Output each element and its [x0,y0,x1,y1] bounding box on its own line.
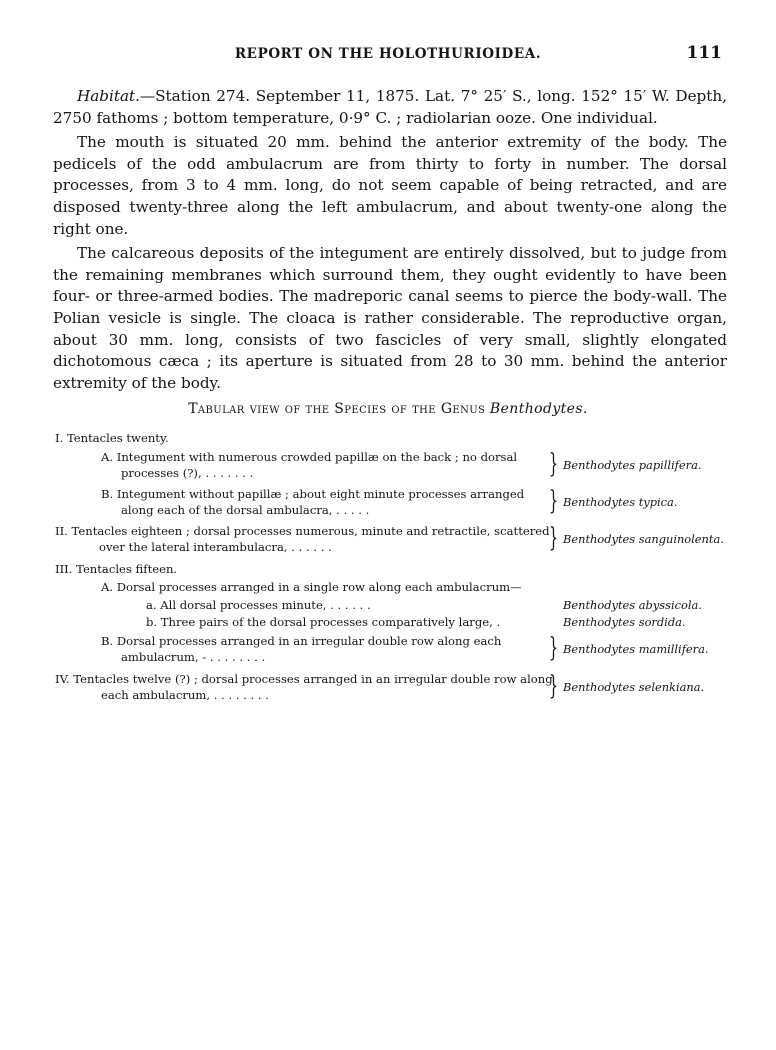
leader-dots: . . . . . . . [217,688,269,702]
habitat-text-line2: Depth, 2750 fathoms ; bottom temperature, 0·9° C. ; radiolarian ooze. One individual. [53,87,727,127]
brace: } [549,449,559,479]
species-abyssicola: Benthodytes abyssicola. [563,598,702,612]
species-mamillifera: Benthodytes mamillifera. [563,642,709,656]
entry-I-B-desc [101,486,551,518]
entry-I-A-line2: processes (?), [121,466,202,480]
habitat-text-line1: —Station 274. September 11, 1875. Lat. 7° 25′ S., long. 152° 15′ W. [139,87,670,105]
leader-dots: . . . . . . [287,540,332,554]
entry-IV-line2: each ambulacrum, . [101,688,218,702]
page-number: 111 [686,43,722,63]
entry-II-line1: II. Tentacles eighteen ; dorsal processes numerous, minute and retractile, scattered [55,524,550,538]
entry-I-A-line1: A. Integument with numerous crowded papillæ on the back ; no dorsal [101,450,518,464]
group-III-heading: III. Tentacles fifteen. [55,562,178,576]
species-papillifera: Benthodytes papillifera. [563,458,702,472]
entry-I-B-line1: B. Integument without papillæ ; about eight minute processes arranged [101,487,525,501]
table-title-genus: Benthodytes. [489,401,588,417]
habitat-paragraph [53,86,727,129]
habitat-label: Habitat. [77,87,140,105]
entry-III-A-a: a. All dorsal processes minute, [146,598,327,612]
entry-I-A-desc [101,449,551,481]
entry-III-B-line1: B. Dorsal processes arranged in an irregular double row along each [101,634,502,648]
leader-dots: . . . . . . . . [206,650,266,664]
table-title [0,401,776,417]
brace: } [549,486,559,516]
entry-I-B-line2: along each of the dorsal ambulacra, [121,503,333,517]
entry-III-A: A. Dorsal processes arranged in a single row along each ambulacrum— [101,580,522,594]
leader-dots: . . . . . . . [201,466,254,480]
header-title: REPORT ON THE HOLOTHURIOIDEA. [234,46,542,62]
brace: } [549,671,559,701]
entry-III-B-desc [101,633,551,665]
body-text [53,86,727,394]
table-title-prefix: Tabular view of the Species of the Genus [188,401,486,417]
group-I-heading: I. Tentacles twenty. [55,431,169,445]
species-selenkiana: Benthodytes selenkiana. [563,680,705,694]
entry-III-A-b: b. Three pairs of the dorsal processes comparatively large, [146,615,493,629]
paragraph-mouth: The mouth is situated 20 mm. behind the anterior extremity of the body. The pedicels of the odd ambulacrum are from thirty to forty in number. The dorsal processes, from 3 to 4 mm. long, do not seem capable of being retracted, and are disposed twenty-three along the left ambulacrum, and about twenty-one along the right one. [53,133,727,238]
entry-III-B-line2: ambulacrum, - [121,650,207,664]
running-header [0,44,776,68]
species-sanguinolenta: Benthodytes sanguinolenta. [563,532,724,546]
species-sordida: Benthodytes sordida. [563,615,686,629]
brace: } [549,523,559,553]
brace: } [549,633,559,663]
entry-II-desc [55,523,551,555]
paragraph-deposits: The calcareous deposits of the integument are entirely dissolved, but to judge from the remaining membranes which surround them, they ought evidently to have been four- or three-armed bodies. The madreporic canal seems to pierce the body-wall. The Polian vesicle is single. The cloaca is rather considerable. The reproductive organ, about 30 mm. long, consists of two fascicles of very small, slightly elongated dichotomous cæca ; its aperture is situated from 28 to 30 mm. behind the anterior extremity of the body. [53,244,727,392]
leader-dots: . [492,615,501,629]
entry-IV-line1: IV. Tentacles twelve (?) ; dorsal processes arranged in an irregular double row along [55,672,553,686]
leader-dots: . . . . . [332,503,370,517]
species-typica: Benthodytes typica. [563,495,678,509]
entry-II-line2: over the lateral interambulacra, [99,540,288,554]
leader-dots: . . . . . . [326,598,371,612]
entry-IV-desc [55,671,551,703]
